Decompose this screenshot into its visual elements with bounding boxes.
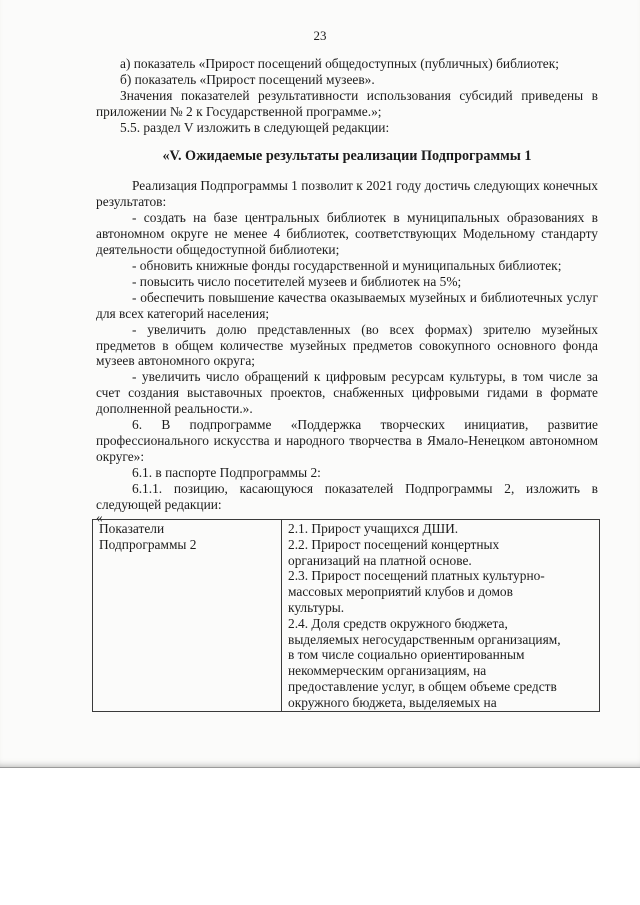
- cell-line: выделяемых негосударственным организациям,: [288, 631, 561, 647]
- cell-line: некоммерческим организациям, на: [288, 663, 487, 679]
- cell-line: 2.4. Доля средств окружного бюджета,: [288, 615, 508, 631]
- cell-line: 2.3. Прирост посещений платных культурно-: [288, 568, 545, 584]
- list-item: - увеличить число обращений к цифровым ресурсам культуры, в том числе за счет создания выставочных проектов, снабженных цифровыми гидами в формате дополненной реальности.».: [96, 369, 598, 417]
- list-item: - обновить книжные фонды государственной и муниципальных библиотек;: [132, 257, 562, 273]
- indicators-table: [92, 519, 600, 712]
- cell-line: Подпрограммы 2: [99, 536, 197, 552]
- body-text: [96, 56, 598, 524]
- paragraph: а) показатель «Прирост посещений общедоступных (публичных) библиотек;: [120, 56, 559, 71]
- table-cell-value: [282, 520, 600, 712]
- paragraph: Значения показателей результативности использования субсидий приведены в приложении № 2 к Государственной программе.»;: [96, 87, 598, 119]
- section-heading: «V. Ожидаемые результаты реализации Подпрограммы 1: [162, 147, 532, 164]
- cell-line: в том числе социально ориентированным: [288, 647, 525, 663]
- paragraph: Реализация Подпрограммы 1 позволит к 2021 году достичь следующих конечных результатов:: [96, 178, 598, 210]
- cell-line: массовых мероприятий клубов и домов: [288, 584, 513, 600]
- cell-line: культуры.: [288, 599, 345, 615]
- table-open-quote: «: [96, 510, 103, 526]
- paragraph: 5.5. раздел V изложить в следующей редакции:: [120, 119, 390, 135]
- list-item: - создать на базе центральных библиотек в муниципальных образованиях в автономном округе не менее 4 библиотек, соответствующих Модельному стандарту деятельности общедоступной библиотеки;: [96, 210, 598, 258]
- cell-line: Показатели: [99, 521, 165, 536]
- list-item: - повысить число посетителей музеев и библиотек на 5%;: [132, 273, 462, 289]
- cell-line: 2.2. Прирост посещений концертных: [288, 536, 500, 552]
- paragraph: 6. В подпрограмме «Поддержка творческих инициатив, развитие профессионального искусства и народного творчества в Ямало-Ненецком автономном округе»:: [96, 417, 598, 464]
- paragraph: 6.1. в паспорте Подпрограммы 2:: [132, 464, 321, 480]
- table-cell-label: [93, 520, 282, 712]
- paragraph: 6.1.1. позицию, касающуюся показателей Подпрограммы 2, изложить в следующей редакции:: [96, 480, 598, 512]
- paragraph: б) показатель «Прирост посещений музеев».: [120, 71, 375, 87]
- list-item: - увеличить долю представленных (во всех формах) зрителю музейных предметов в общем количестве музейных предметов совокупного основного фонда музеев автономного округа;: [96, 321, 598, 369]
- cell-line: 2.1. Прирост учащихся ДШИ.: [288, 521, 459, 536]
- cell-line: окружного бюджета, выделяемых на: [288, 694, 497, 710]
- page-number: 23: [313, 28, 327, 43]
- cell-line: организаций на платной основе.: [288, 552, 472, 568]
- list-item: - обеспечить повышение качества оказываемых музейных и библиотечных услуг для всех категорий населения;: [96, 289, 598, 321]
- cell-line: предоставление услуг, в общем объеме средств: [288, 678, 557, 694]
- table-row: [93, 520, 600, 712]
